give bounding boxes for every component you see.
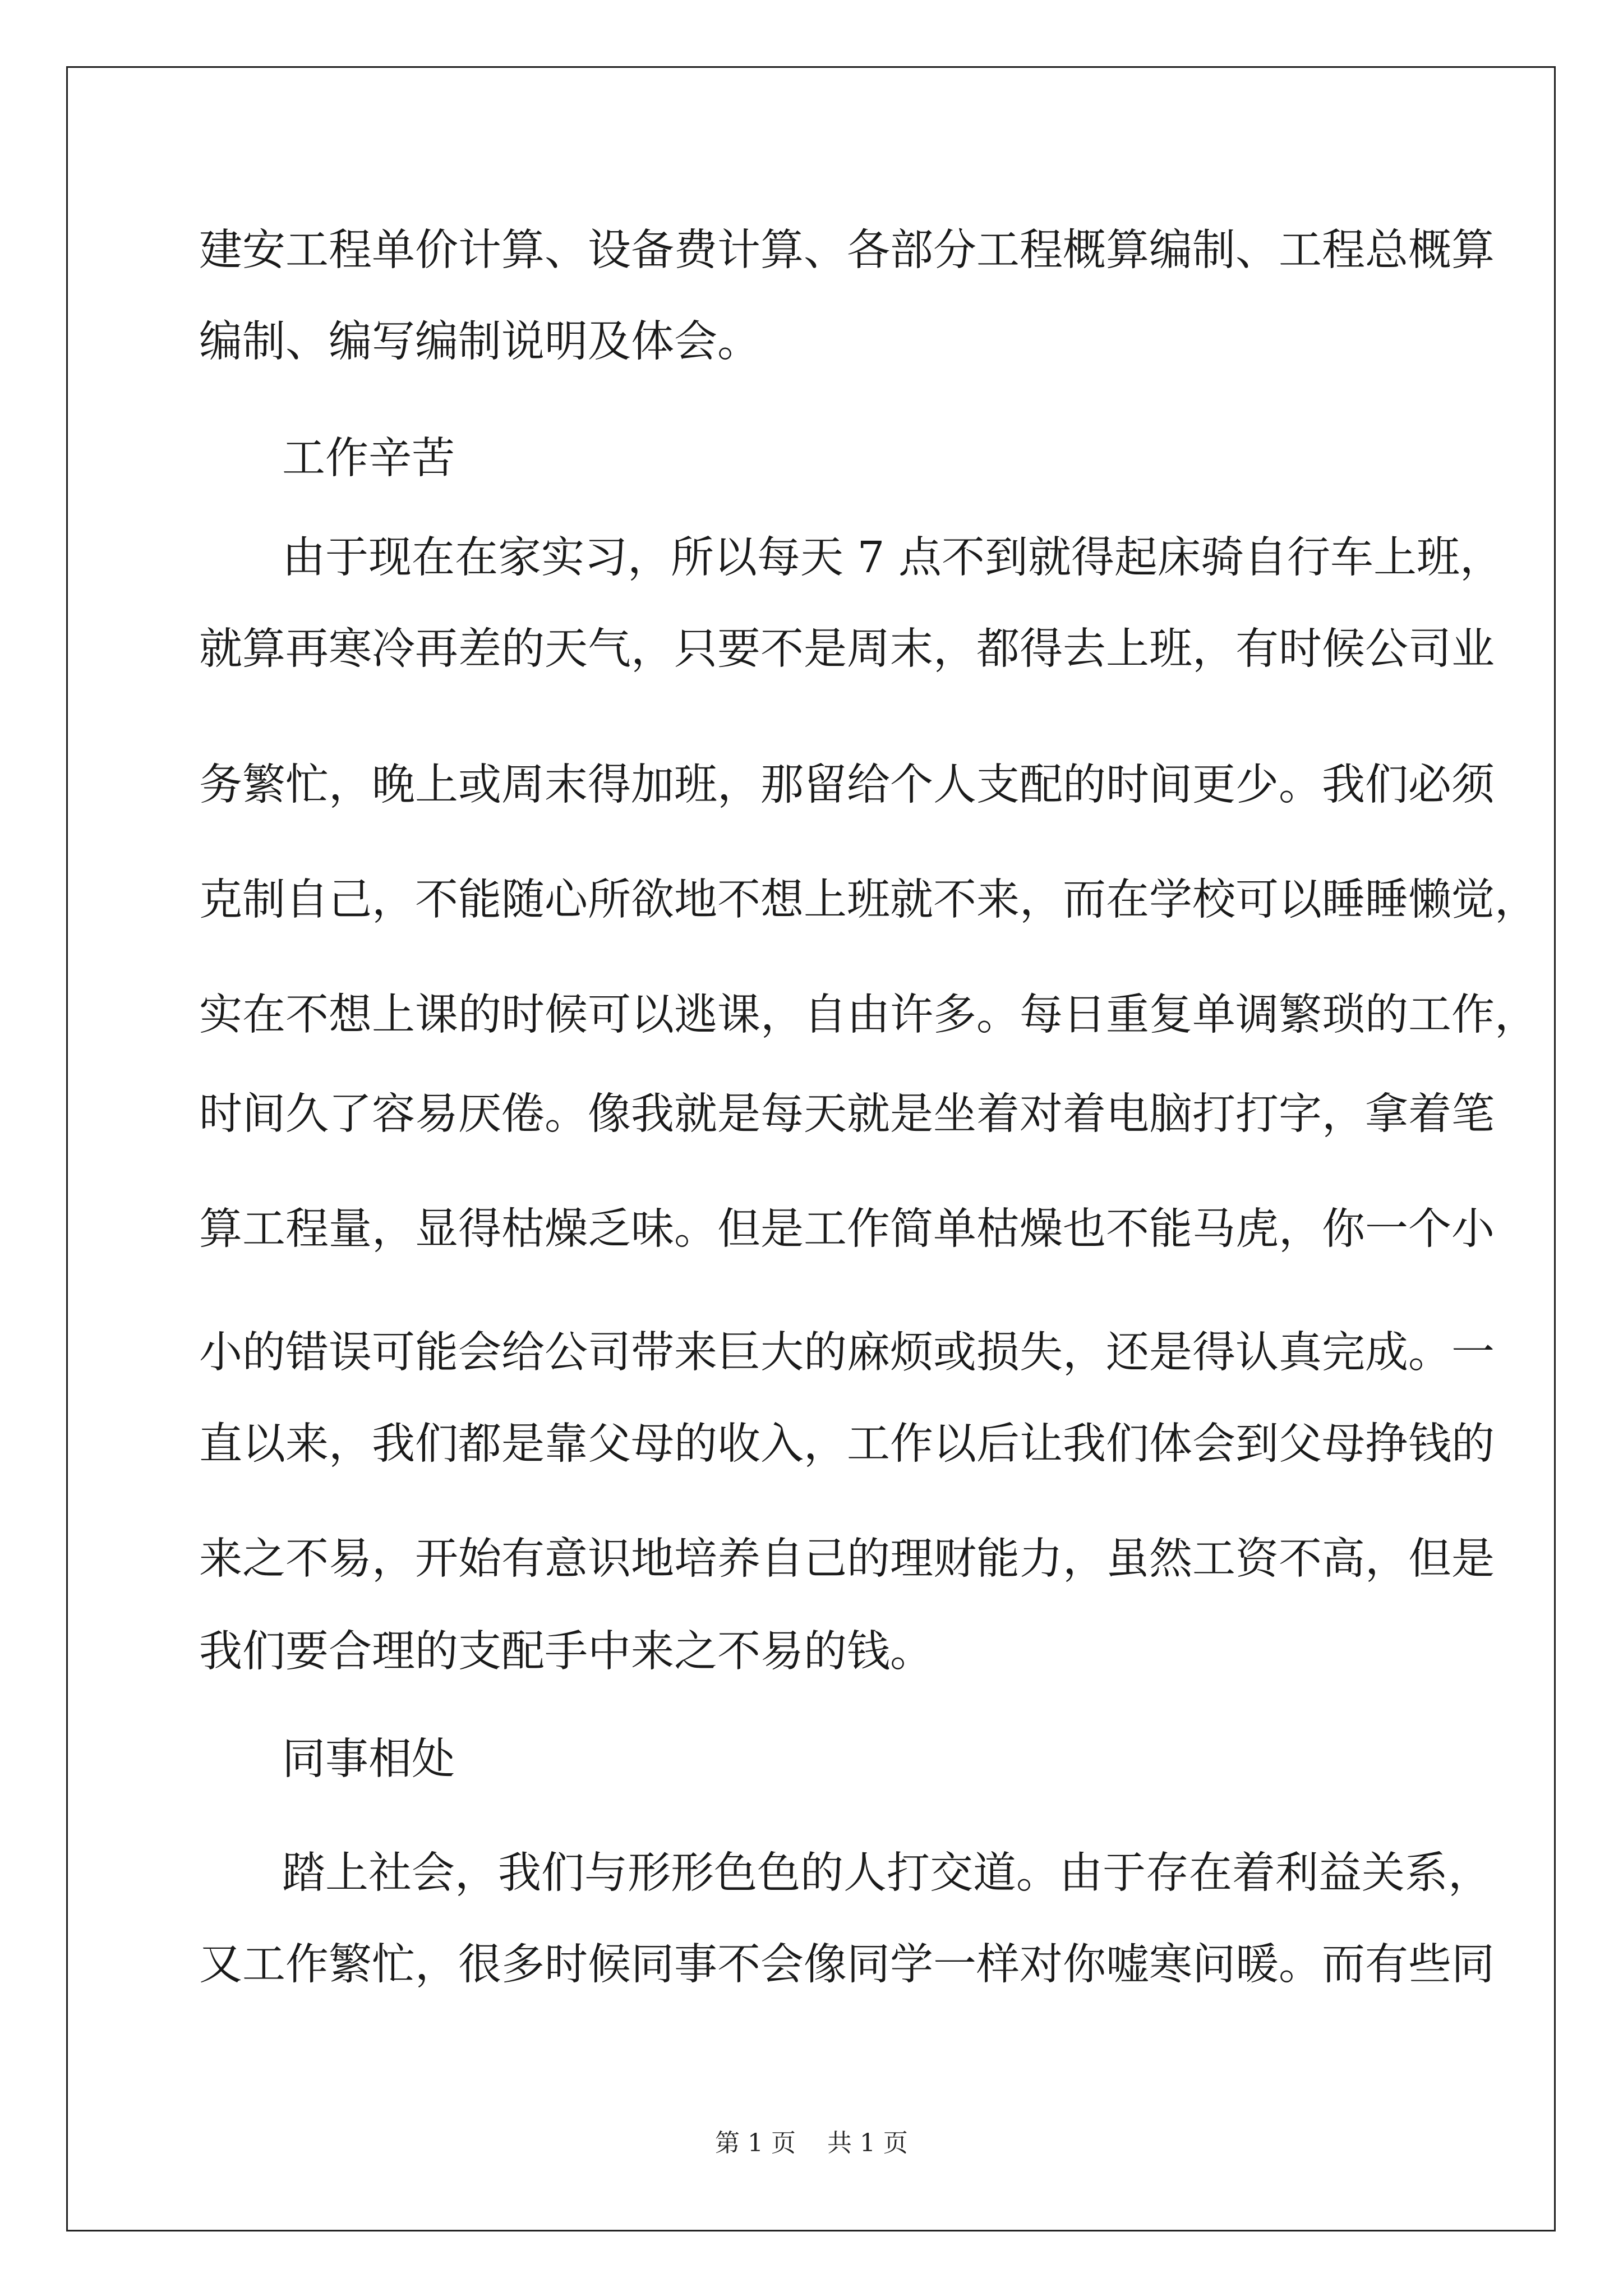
text-line: 编制、编写编制说明及体会。 — [199, 317, 760, 367]
section-heading-work-hardship: 工作辛苦 — [282, 434, 455, 484]
text-line: 踏上社会，我们与形形色色的人打交道。由于存在着利益关系， — [282, 1848, 1491, 1898]
text-line: 就算再寒冷再差的天气，只要不是周末，都得去上班，有时候公司业 — [199, 624, 1495, 674]
text-line: 时间久了容易厌倦。像我就是每天就是坐着对着电脑打打字，拿着笔 — [199, 1089, 1495, 1139]
text-line: 克制自己，不能随心所欲地不想上班就不来，而在学校可以睡睡懒觉， — [199, 875, 1538, 925]
text-line: 由于现在在家实习，所以每天 7 点不到就得起床骑自行车上班， — [282, 533, 1503, 583]
text-line: 又工作繁忙，很多时候同事不会像同学一样对你嘘寒问暖。而有些同 — [199, 1940, 1495, 1990]
text-line: 建安工程单价计算、设备费计算、各部分工程概算编制、工程总概算 — [199, 226, 1495, 275]
text-line: 实在不想上课的时候可以逃课，自由许多。每日重复单调繁琐的工作， — [199, 990, 1538, 1040]
footer-page-total: 共 1 页 — [827, 2129, 908, 2157]
text-line: 务繁忙，晚上或周末得加班，那留给个人支配的时间更少。我们必须 — [199, 760, 1495, 810]
text-line: 我们要合理的支配手中来之不易的钱。 — [199, 1627, 933, 1677]
footer-page-number: 第 1 页 — [715, 2129, 796, 2157]
text-line: 直以来，我们都是靠父母的收入，工作以后让我们体会到父母挣钱的 — [199, 1419, 1495, 1469]
section-heading-colleagues: 同事相处 — [282, 1734, 455, 1784]
text-line: 算工程量，显得枯燥乏味。但是工作简单枯燥也不能马虎，你一个小 — [199, 1204, 1495, 1254]
page-border — [66, 66, 1556, 2231]
page-footer — [0, 2129, 1623, 2158]
text-line: 小的错误可能会给公司带来巨大的麻烦或损失，还是得认真完成。一 — [199, 1328, 1495, 1378]
text-line: 来之不易，开始有意识地培养自己的理财能力，虽然工资不高，但是 — [199, 1534, 1495, 1584]
